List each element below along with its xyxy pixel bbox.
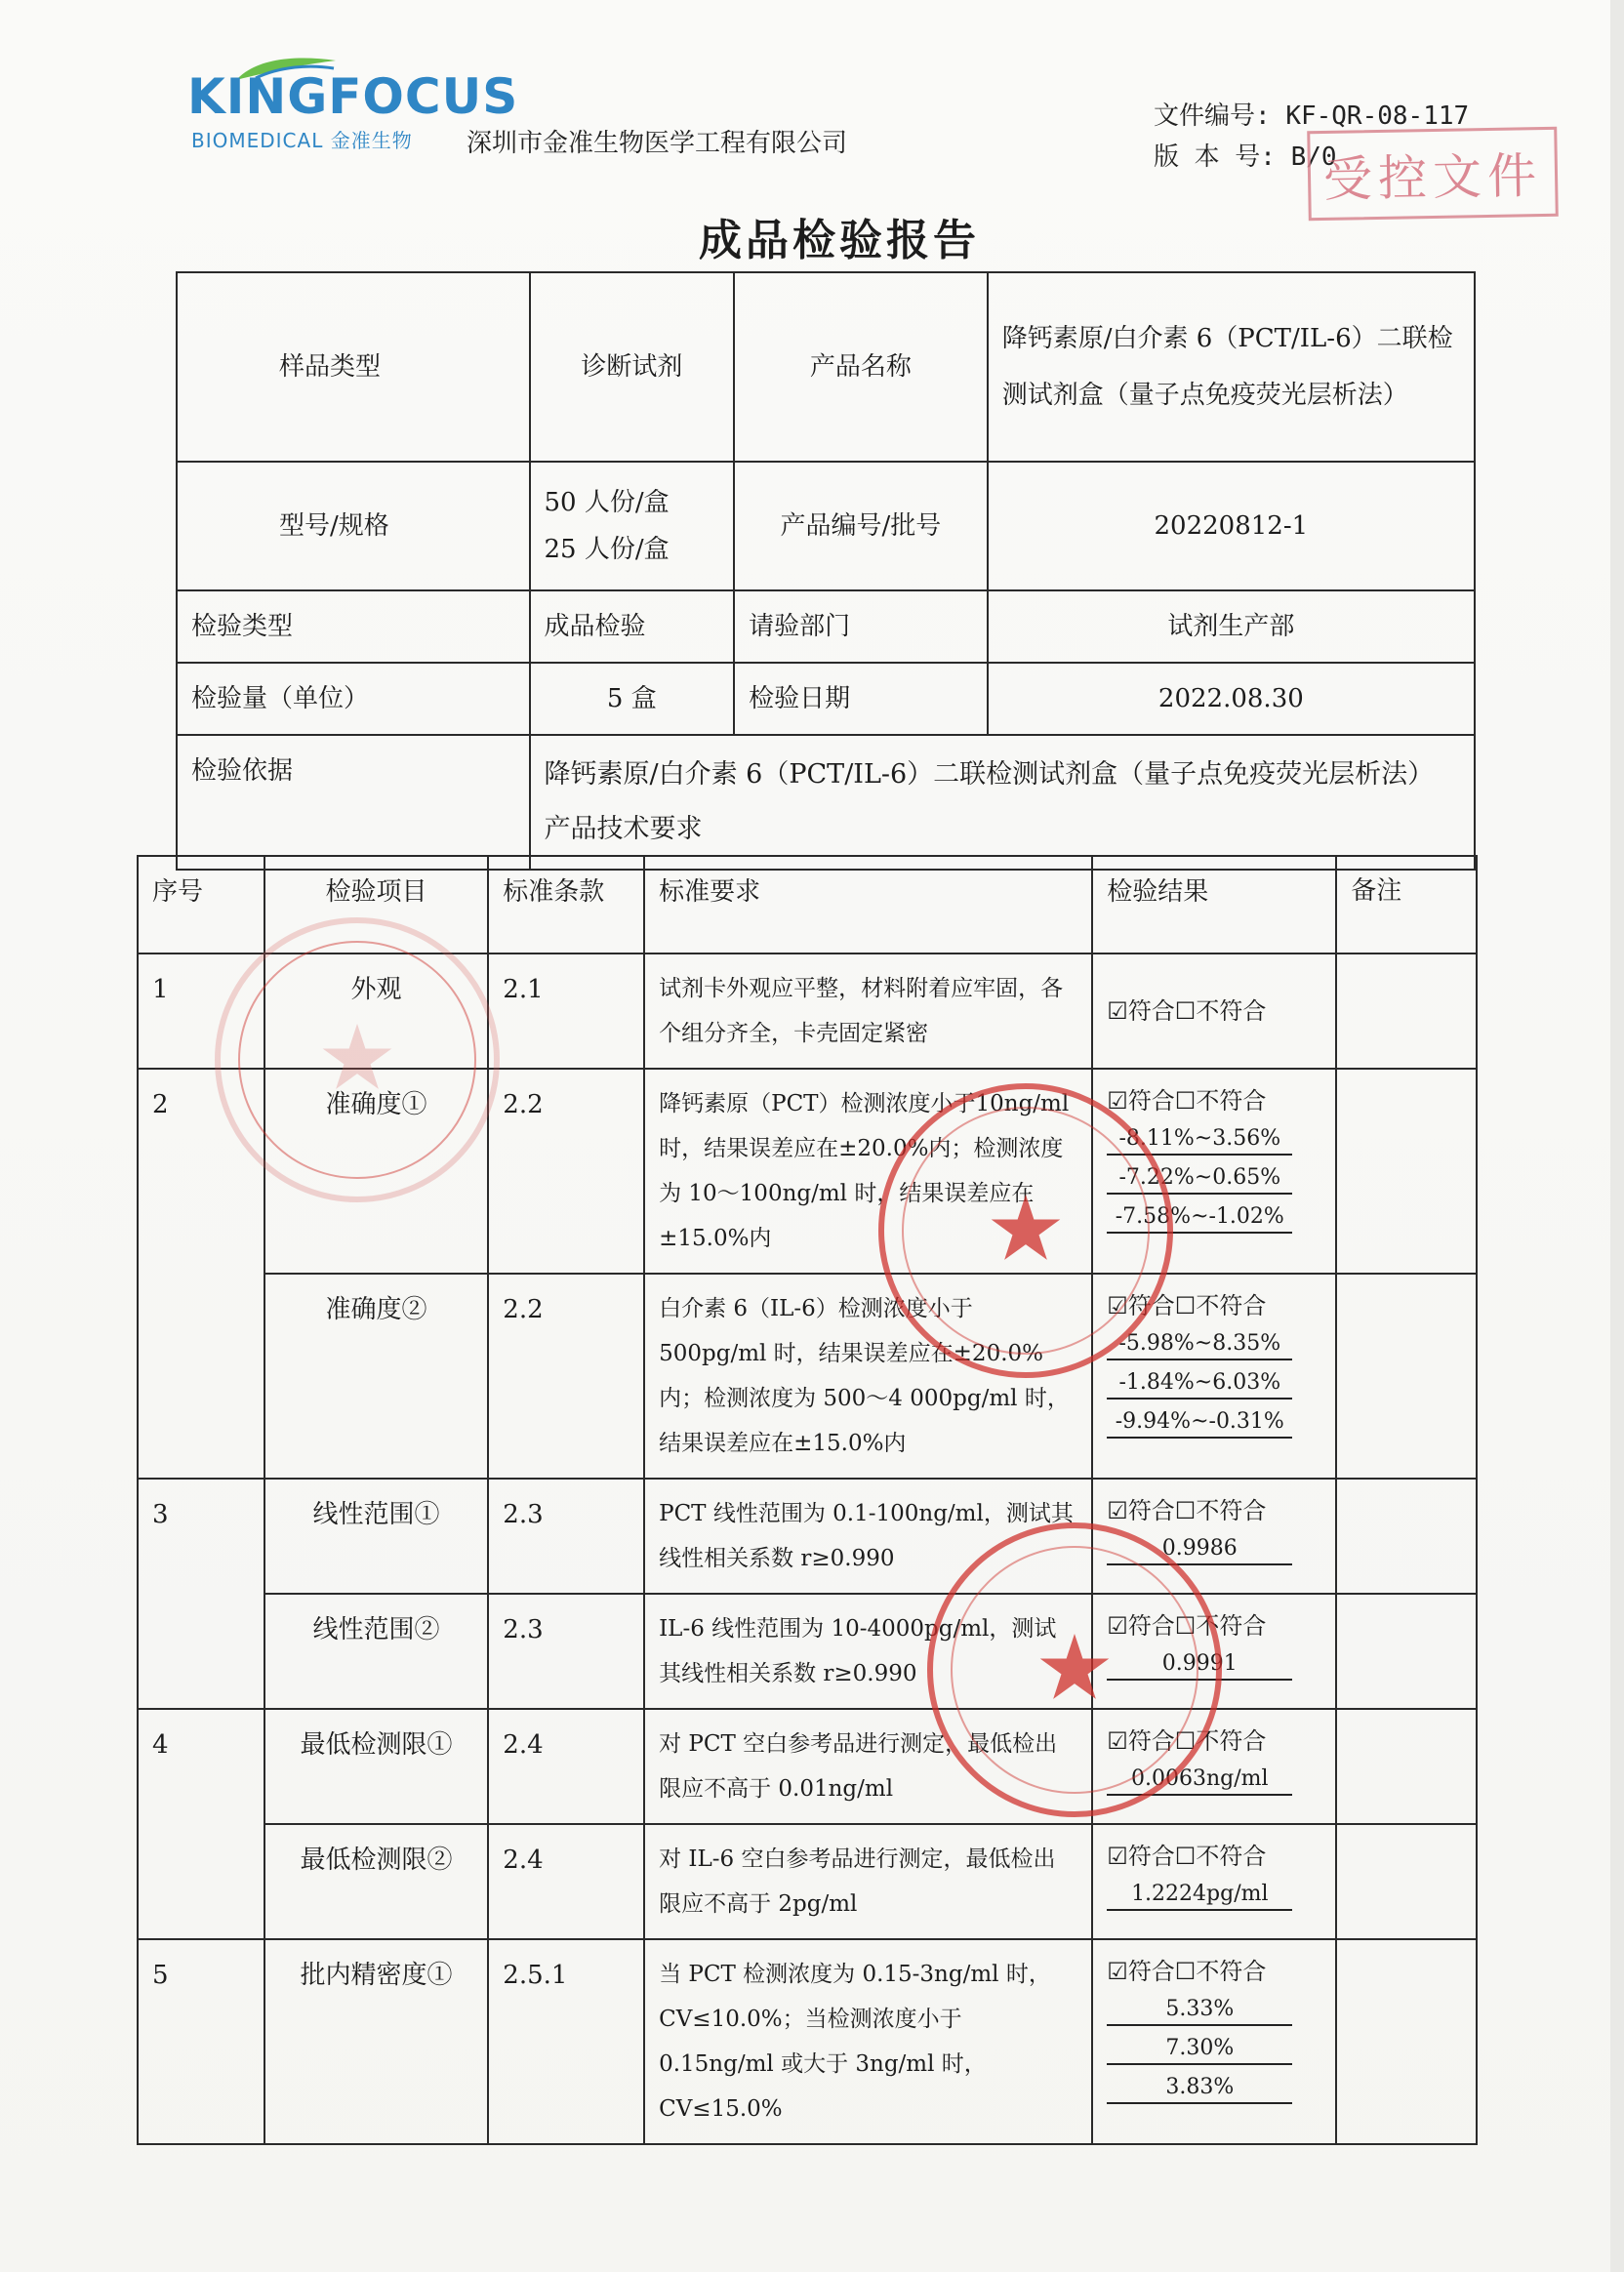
table-row <box>138 1274 1477 1479</box>
result-value: -9.94%~-0.31% <box>1107 1407 1292 1439</box>
table-row <box>138 1479 1477 1594</box>
header-requirement: 标准要求 <box>644 856 1092 953</box>
header-remark: 备注 <box>1336 856 1477 953</box>
row-clause: 2.4 <box>488 1824 644 1939</box>
product-name-label: 产品名称 <box>734 272 988 462</box>
row-requirement: 对 PCT 空白参考品进行测定，最低检出限应不高于 0.01ng/ml <box>644 1709 1092 1824</box>
report-title: 成品检验报告 <box>699 216 980 265</box>
info-row-quantity <box>177 663 1475 735</box>
result-value: 3.83% <box>1107 2073 1292 2104</box>
table-row <box>138 1709 1477 1824</box>
result-value: -1.84%~6.03% <box>1107 1368 1292 1400</box>
row-result <box>1092 953 1336 1069</box>
row-requirement: 对 IL-6 空白参考品进行测定，最低检出限应不高于 2pg/ml <box>644 1824 1092 1939</box>
row-requirement: 试剂卡外观应平整，材料附着应牢固，各个组分齐全，卡壳固定紧密 <box>644 953 1092 1069</box>
header-item: 检验项目 <box>264 856 489 953</box>
inspect-date-value: 2022.08.30 <box>988 663 1475 735</box>
result-checkbox: ☑符合☐不符合 <box>1107 997 1267 1025</box>
row-item: 线性范围② <box>264 1594 489 1709</box>
row-no: 5 <box>138 1939 264 2144</box>
row-result <box>1092 1939 1336 2144</box>
version-label: 版 本 号: <box>1154 142 1276 172</box>
model-value <box>530 462 735 590</box>
row-no: 1 <box>138 953 264 1069</box>
info-row-type <box>177 590 1475 663</box>
row-requirement: PCT 线性范围为 0.1-100ng/ml，测试其线性相关系数 r≥0.990 <box>644 1479 1092 1594</box>
row-remark <box>1336 1274 1477 1479</box>
result-checkbox: ☑符合☐不符合 <box>1107 1497 1267 1524</box>
row-item: 最低检测限① <box>264 1709 489 1824</box>
scan-edge <box>1610 0 1624 2272</box>
request-dept-value: 试剂生产部 <box>988 590 1475 663</box>
inspection-items-table <box>137 855 1478 2145</box>
info-row-basis <box>177 735 1475 870</box>
info-row-model <box>177 462 1475 590</box>
result-value: -5.98%~8.35% <box>1107 1329 1292 1360</box>
row-item: 准确度② <box>264 1274 489 1479</box>
row-item: 批内精密度① <box>264 1939 489 2144</box>
row-remark <box>1336 1709 1477 1824</box>
result-checkbox: ☑符合☐不符合 <box>1107 1087 1267 1115</box>
table-row <box>138 1939 1477 2144</box>
row-remark <box>1336 1594 1477 1709</box>
row-clause: 2.3 <box>488 1479 644 1594</box>
row-remark <box>1336 1479 1477 1594</box>
result-checkbox: ☑符合☐不符合 <box>1107 1958 1267 1985</box>
table-row <box>138 953 1477 1069</box>
info-row-sample <box>177 272 1475 462</box>
row-result <box>1092 1594 1336 1709</box>
row-result <box>1092 1709 1336 1824</box>
result-checkbox: ☑符合☐不符合 <box>1107 1727 1267 1755</box>
company-name: 深圳市金准生物医学工程有限公司 <box>467 129 848 158</box>
logo-wordmark: KINGFOCUS <box>187 68 519 125</box>
table-row <box>138 1824 1477 1939</box>
result-value: 0.9986 <box>1107 1534 1292 1565</box>
result-checkbox: ☑符合☐不符合 <box>1107 1843 1267 1870</box>
model-option-50: 50 人份/盒 <box>544 488 670 517</box>
result-checkbox: ☑符合☐不符合 <box>1107 1292 1267 1319</box>
doc-number: KF-QR-08-117 <box>1285 101 1470 131</box>
doc-number-label: 文件编号: <box>1154 101 1271 131</box>
header-result: 检验结果 <box>1092 856 1336 953</box>
row-requirement: 白介素 6（IL-6）检测浓度小于500pg/ml 时，结果误差应在±20.0%内；检测浓度为 500～4 000pg/ml 时，结果误差应在±15.0%内 <box>644 1274 1092 1479</box>
product-no-label: 产品编号/批号 <box>734 462 988 590</box>
row-no: 3 <box>138 1479 264 1709</box>
row-requirement: 降钙素原（PCT）检测浓度小于10ng/ml 时，结果误差应在±20.0%内；检测浓度为 10～100ng/ml 时，结果误差应在±15.0%内 <box>644 1069 1092 1274</box>
company-logo <box>187 61 519 153</box>
quantity-label: 检验量（单位） <box>177 663 530 735</box>
product-no-value: 20220812-1 <box>988 462 1475 590</box>
row-remark <box>1336 1069 1477 1274</box>
row-result <box>1092 1824 1336 1939</box>
info-table <box>176 271 1476 871</box>
items-header-row <box>138 856 1477 953</box>
basis-label: 检验依据 <box>177 735 530 870</box>
row-item: 最低检测限② <box>264 1824 489 1939</box>
logo-subtitle: BIOMEDICAL 金准生物 <box>191 129 413 152</box>
request-dept-label: 请验部门 <box>734 590 988 663</box>
result-value: -7.22%~0.65% <box>1107 1163 1292 1195</box>
row-requirement: 当 PCT 检测浓度为 0.15-3ng/ml 时，CV≤10.0%；当检测浓度小于 0.15ng/ml 或大于 3ng/ml 时，CV≤15.0% <box>644 1939 1092 2144</box>
version-value: B/0 <box>1290 142 1337 172</box>
row-remark <box>1336 1939 1477 2144</box>
sample-type-value: 诊断试剂 <box>530 272 735 462</box>
row-remark <box>1336 1824 1477 1939</box>
row-clause: 2.1 <box>488 953 644 1069</box>
row-clause: 2.4 <box>488 1709 644 1824</box>
result-value: 7.30% <box>1107 2034 1292 2065</box>
result-value: 0.9991 <box>1107 1649 1292 1681</box>
result-value: 5.33% <box>1107 1995 1292 2026</box>
row-clause: 2.2 <box>488 1069 644 1274</box>
model-label: 型号/规格 <box>177 462 530 590</box>
inspect-type-value: 成品检验 <box>530 590 735 663</box>
result-value: 0.0063ng/ml <box>1107 1765 1292 1796</box>
row-result <box>1092 1479 1336 1594</box>
row-no: 4 <box>138 1709 264 1939</box>
row-item: 线性范围① <box>264 1479 489 1594</box>
header-no: 序号 <box>138 856 264 953</box>
basis-value: 降钙素原/白介素 6（PCT/IL-6）二联检测试剂盒（量子点免疫荧光层析法）产品技术要求 <box>530 735 1476 870</box>
row-result <box>1092 1069 1336 1274</box>
result-checkbox: ☑符合☐不符合 <box>1107 1612 1267 1640</box>
product-name-value: 降钙素原/白介素 6（PCT/IL-6）二联检测试剂盒（量子点免疫荧光层析法） <box>988 272 1475 462</box>
inspect-date-label: 检验日期 <box>734 663 988 735</box>
controlled-document-stamp: 受控文件 <box>1307 127 1559 221</box>
result-value: -8.11%~3.56% <box>1107 1124 1292 1156</box>
row-remark <box>1336 953 1477 1069</box>
row-item: 外观 <box>264 953 489 1069</box>
row-result <box>1092 1274 1336 1479</box>
result-value: 1.2224pg/ml <box>1107 1880 1292 1911</box>
table-row <box>138 1069 1477 1274</box>
row-requirement: IL-6 线性范围为 10-4000pg/ml，测试其线性相关系数 r≥0.990 <box>644 1594 1092 1709</box>
model-option-25: 25 人份/盒 <box>544 535 670 564</box>
row-no: 2 <box>138 1069 264 1479</box>
quantity-value: 5 盒 <box>530 663 735 735</box>
header-clause: 标准条款 <box>488 856 644 953</box>
result-value: -7.58%~-1.02% <box>1107 1202 1292 1234</box>
sample-type-label: 样品类型 <box>177 272 530 462</box>
table-row <box>138 1594 1477 1709</box>
row-item: 准确度① <box>264 1069 489 1274</box>
row-clause: 2.3 <box>488 1594 644 1709</box>
inspect-type-label: 检验类型 <box>177 590 530 663</box>
row-clause: 2.5.1 <box>488 1939 644 2144</box>
row-clause: 2.2 <box>488 1274 644 1479</box>
